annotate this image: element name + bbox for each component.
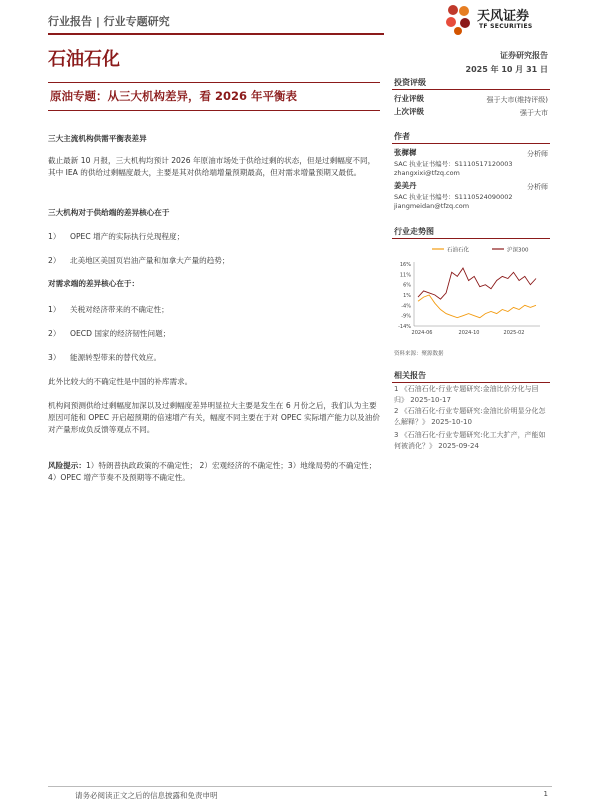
- author-1-license: SAC 执业证书编号：S1110517120003: [394, 160, 513, 168]
- chart-source: 资料来源：聚源数据: [394, 351, 444, 357]
- y-tick-label: 11%: [399, 272, 411, 279]
- footer-divider: [48, 786, 552, 787]
- report-title: 原油专题：从三大机构差异，看 2026 年平衡表: [50, 89, 298, 103]
- risk-text: 1）特朗普执政政策的不确定性； 2）宏观经济的不确定性；3）地缘局势的不确定性；4）OPEC 增产节奏不及预期等不确定性。: [48, 461, 377, 482]
- legend-label-0: 石油石化: [447, 247, 470, 254]
- section-heading-1: 三大主流机构供需平衡表差异: [48, 134, 147, 143]
- report-date: 2025 年 10 月 31 日: [465, 65, 548, 74]
- title-divider-bottom: [48, 110, 380, 111]
- sector-title: 石油石化: [48, 49, 120, 70]
- related-rule: [392, 382, 550, 383]
- related-heading: 相关报告: [394, 371, 426, 380]
- rating-heading: 投资评级: [394, 78, 426, 87]
- supply-item-1: 1） OPEC 增产的实际执行兑现程度；: [48, 232, 185, 241]
- related-report-1[interactable]: 1 《石油石化-行业专题研究:金油比价分化与回归》 2025-10-17: [394, 385, 539, 404]
- author-1-role: 分析师: [527, 150, 548, 158]
- paragraph-3: 机构间预测供给过剩幅度加深以及过剩幅度差异明显拉大主要是发生在 6 月份之后，我们认为主要原因可能和 OPEC 开启超预期的倍速增产有关，幅度不同主要在于对 OPEC 实际增产能力以及油价对产量形成负反馈等观点不同。: [48, 401, 380, 434]
- paragraph-1: 截止最新 10 月报，三大机构均预计 2026 年原油市场处于供给过剩的状态，但是过剩幅度不同，其中 IEA 的供给过剩幅度最大，主要是其对供给端增量预期最高，但对需求增量预期又最低。: [48, 156, 376, 177]
- document-type: 证券研究报告: [500, 51, 548, 60]
- previous-rating-row: 上次评级: [394, 107, 424, 116]
- industry-trend-chart: [392, 240, 552, 340]
- legend-label-1: 沪深300: [507, 247, 529, 254]
- demand-item-2: 2） OECD 国家的经济韧性问题；: [48, 329, 171, 338]
- authors-heading: 作者: [394, 132, 410, 141]
- author-2-license: SAC 执业证书编号：S1110524090002: [394, 193, 513, 201]
- industry-rating-value: 强于大市(维持评级): [486, 96, 548, 104]
- x-tick-label: 2024-06: [411, 330, 433, 336]
- risk-label: 风险提示：: [48, 461, 86, 470]
- author-1-email[interactable]: zhangxixi@tfzq.com: [394, 169, 460, 177]
- author-2-email[interactable]: jiangmeidan@tfzq.com: [394, 202, 470, 210]
- demand-item-1: 1） 关税对经济带来的不确定性；: [48, 305, 169, 314]
- author-2-name: 姜美丹: [394, 181, 417, 190]
- industry-rating-row: 行业评级: [394, 94, 424, 103]
- title-divider-top: [48, 82, 380, 83]
- paragraph-2: 此外比较大的不确定性是中国的补库需求。: [48, 377, 193, 386]
- trend-chart-heading: 行业走势图: [394, 227, 434, 236]
- trend-rule: [392, 238, 550, 239]
- x-tick-label: 2025-02: [503, 330, 525, 336]
- series-line-0: [418, 295, 536, 318]
- page-number: 1: [543, 790, 548, 798]
- demand-item-3: 3） 能源转型带来的替代效应。: [48, 353, 162, 362]
- y-tick-label: -9%: [401, 313, 411, 320]
- author-1-name: 张樨樨: [394, 148, 417, 157]
- footer-disclaimer: 请务必阅读正文之后的信息披露和免责申明: [75, 791, 218, 800]
- logo-mark-icon: [440, 2, 480, 36]
- y-tick-label: -14%: [398, 324, 411, 330]
- author-2-role: 分析师: [527, 183, 548, 191]
- report-category: 行业报告 | 行业专题研究: [48, 15, 170, 28]
- x-tick-label: 2024-10: [458, 330, 480, 336]
- related-report-2[interactable]: 2 《石油石化-行业专题研究:金油比价明显分化怎么解释？》 2025-10-10: [394, 407, 546, 426]
- series-line-1: [418, 268, 536, 299]
- related-report-3[interactable]: 3 《石油石化-行业专题研究:化工大扩产，产能如何被消化？》 2025-09-24: [394, 431, 546, 450]
- y-tick-label: 16%: [399, 262, 411, 268]
- header-divider: [48, 33, 384, 35]
- section-heading-2: 三大机构对于供给端的差异核心在于: [48, 208, 170, 217]
- logo-text-cn: 天风证券: [477, 9, 530, 24]
- y-tick-label: -4%: [401, 303, 411, 310]
- section-heading-3: 对需求端的差异核心在于：: [48, 279, 140, 288]
- logo-text-en: TF SECURITIES: [479, 23, 533, 30]
- y-tick-label: 6%: [403, 282, 411, 289]
- y-tick-label: 1%: [403, 293, 411, 299]
- previous-rating-value: 强于大市: [520, 109, 548, 117]
- rating-rule: [392, 89, 550, 90]
- authors-rule: [392, 143, 550, 144]
- supply-item-2: 2） 北美地区美国页岩油产量和加拿大产量的趋势；: [48, 256, 230, 265]
- risk-warning: [48, 460, 382, 484]
